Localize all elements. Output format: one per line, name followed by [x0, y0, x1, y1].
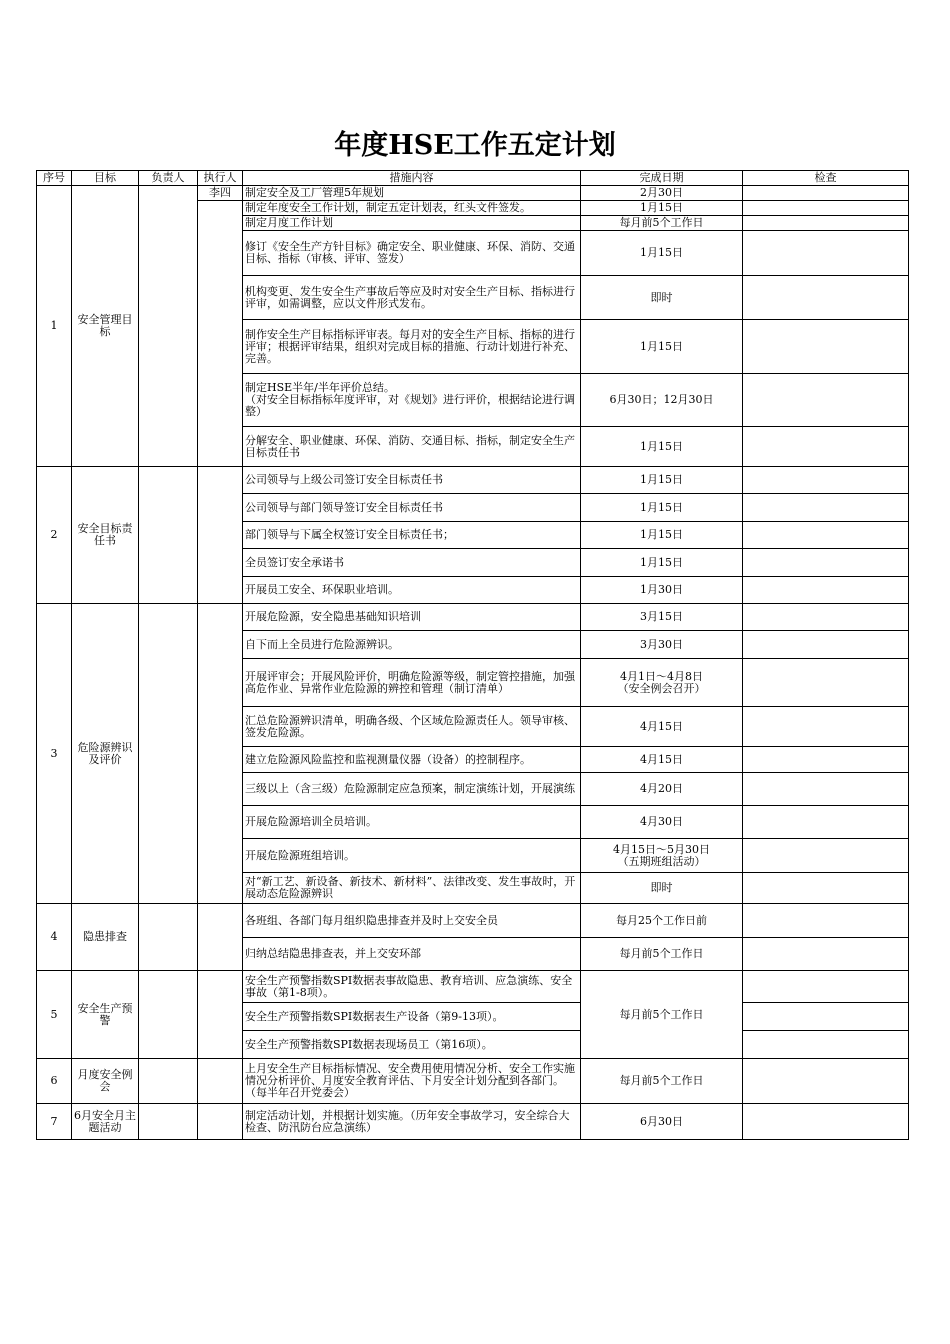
date-cell: 2月30日 [581, 186, 743, 201]
date-cell: 1月15日 [581, 494, 743, 522]
check-cell[interactable] [743, 904, 909, 938]
measure-cell: 安全生产预警指数SPI数据表生产设备（第9-13项）。 [243, 1003, 581, 1031]
check-cell[interactable] [743, 467, 909, 494]
check-cell[interactable] [743, 747, 909, 773]
owner-cell [139, 186, 198, 467]
date-cell: 4月15日 [581, 707, 743, 747]
measure-cell: 开展危险源，安全隐患基础知识培训 [243, 604, 581, 631]
header-date: 完成日期 [581, 171, 743, 186]
goal-cell: 6月安全月主题活动 [72, 1104, 139, 1140]
goal-cell: 隐患排查 [72, 904, 139, 971]
measure-cell: 开展评审会；开展风险评价，明确危险源等级，制定管控措施，加强高危作业、异常作业危险源的辨控和管理（制订清单） [243, 659, 581, 707]
date-cell: 4月20日 [581, 773, 743, 806]
measure-cell: 公司领导与部门领导签订安全目标责任书 [243, 494, 581, 522]
date-cell: 即时 [581, 276, 743, 320]
check-cell[interactable] [743, 1059, 909, 1104]
check-cell[interactable] [743, 276, 909, 320]
measure-cell: 修订《安全生产方针目标》确定安全、职业健康、环保、消防、交通目标、指标（审核、评审、签发） [243, 231, 581, 276]
check-cell[interactable] [743, 494, 909, 522]
date-cell: 每月前5个工作日 [581, 938, 743, 971]
check-cell[interactable] [743, 631, 909, 659]
check-cell[interactable] [743, 873, 909, 904]
measure-cell: 全员签订安全承诺书 [243, 549, 581, 577]
header-measures: 措施内容 [243, 171, 581, 186]
executor-cell: 李四 [198, 186, 243, 201]
plan-row [37, 904, 909, 938]
measure-cell: 安全生产预警指数SPI数据表现场员工（第16项）。 [243, 1031, 581, 1059]
seq-cell: 7 [37, 1104, 72, 1140]
date-cell: 每月前5个工作日 [581, 216, 743, 231]
page-title: 年度HSE工作五定计划 [334, 130, 616, 161]
executor-cell [198, 1104, 243, 1140]
measure-cell: 部门领导与下属全权签订安全目标责任书； [243, 522, 581, 549]
header-row [37, 171, 909, 186]
measure-cell: 安全生产预警指数SPI数据表事故隐患、教育培训、应急演练、安全事故（第1-8项）。 [243, 971, 581, 1003]
measure-cell: 制定安全及工厂管理5年规划 [243, 186, 581, 201]
measure-cell: 开展危险源班组培训。 [243, 839, 581, 873]
seq-cell: 4 [37, 904, 72, 971]
executor-cell [198, 1059, 243, 1104]
seq-cell: 2 [37, 467, 72, 604]
check-cell[interactable] [743, 201, 909, 216]
seq-cell: 3 [37, 604, 72, 904]
executor-cell [198, 201, 243, 467]
owner-cell [139, 604, 198, 904]
goal-cell: 安全生产预警 [72, 971, 139, 1059]
measure-cell: 制作安全生产目标指标评审表。每月对的安全生产目标、指标的进行评审；根据评审结果，组织对完成目标的措施、行动计划进行补充、完善。 [243, 320, 581, 374]
measure-cell: 制定年度安全工作计划，制定五定计划表，红头文件签发。 [243, 201, 581, 216]
owner-cell [139, 467, 198, 604]
goal-cell: 月度安全例会 [72, 1059, 139, 1104]
header-seq: 序号 [37, 171, 72, 186]
date-cell: 每月前5个工作日 [581, 1059, 743, 1104]
date-cell: 1月15日 [581, 320, 743, 374]
check-cell[interactable] [743, 659, 909, 707]
measure-cell: 建立危险源风险监控和监视测量仪器（设备）的控制程序。 [243, 747, 581, 773]
check-cell[interactable] [743, 320, 909, 374]
check-cell[interactable] [743, 577, 909, 604]
date-cell: 1月15日 [581, 549, 743, 577]
measure-cell: 开展员工安全、环保职业培训。 [243, 577, 581, 604]
header-executor: 执行人 [198, 171, 243, 186]
header-owner: 负责人 [139, 171, 198, 186]
check-cell[interactable] [743, 604, 909, 631]
header-goal: 目标 [72, 171, 139, 186]
measure-cell: 对“新工艺、新设备、新技术、新材料”、法律改变、发生事故时，开展动态危险源辨识 [243, 873, 581, 904]
check-cell[interactable] [743, 707, 909, 747]
goal-cell: 危险源辨识及评价 [72, 604, 139, 904]
check-cell[interactable] [743, 374, 909, 427]
measure-cell: 归纳总结隐患排查表，并上交安环部 [243, 938, 581, 971]
owner-cell [139, 1059, 198, 1104]
check-cell[interactable] [743, 839, 909, 873]
check-cell[interactable] [743, 1104, 909, 1140]
date-cell: 1月15日 [581, 231, 743, 276]
plan-row [37, 971, 909, 1003]
plan-body [37, 186, 909, 1140]
measure-cell: 上月安全生产目标指标情况、安全费用使用情况分析、安全工作实施情况分析评价、月度安全教育评估、下月安全计划分配到各部门。（每半年召开党委会） [243, 1059, 581, 1104]
check-cell[interactable] [743, 522, 909, 549]
measure-cell: 机构变更、发生安全生产事故后等应及时对安全生产目标、指标进行评审，如需调整，应以文件形式发布。 [243, 276, 581, 320]
measure-cell: 制定月度工作计划 [243, 216, 581, 231]
check-cell[interactable] [743, 427, 909, 467]
measure-cell: 三级以上（含三级）危险源制定应急预案，制定演练计划，开展演练 [243, 773, 581, 806]
owner-cell [139, 1104, 198, 1140]
plan-row [37, 1104, 909, 1140]
date-cell: 3月15日 [581, 604, 743, 631]
measure-cell: 各班组、各部门每月组织隐患排查并及时上交安全员 [243, 904, 581, 938]
check-cell[interactable] [743, 1003, 909, 1031]
seq-cell: 6 [37, 1059, 72, 1104]
date-cell: 每月25个工作日前 [581, 904, 743, 938]
plan-row [37, 604, 909, 631]
date-cell: 即时 [581, 873, 743, 904]
check-cell[interactable] [743, 231, 909, 276]
plan-row [37, 1059, 909, 1104]
header-check: 检查 [743, 171, 909, 186]
measure-cell: 分解安全、职业健康、环保、消防、交通目标、指标，制定安全生产目标责任书 [243, 427, 581, 467]
check-cell[interactable] [743, 186, 909, 201]
check-cell[interactable] [743, 1031, 909, 1059]
owner-cell [139, 904, 198, 971]
seq-cell: 1 [37, 186, 72, 467]
check-cell[interactable] [743, 971, 909, 1003]
hse-plan-table [36, 170, 909, 1140]
date-cell: 4月1日～4月8日 （安全例会召开） [581, 659, 743, 707]
measure-cell: 公司领导与上级公司签订安全目标责任书 [243, 467, 581, 494]
measure-cell: 自下而上全员进行危险源辨识。 [243, 631, 581, 659]
executor-cell [198, 604, 243, 904]
date-cell: 1月15日 [581, 467, 743, 494]
goal-cell: 安全管理目标 [72, 186, 139, 467]
executor-cell [198, 467, 243, 604]
seq-cell: 5 [37, 971, 72, 1059]
date-cell: 3月30日 [581, 631, 743, 659]
executor-cell [198, 904, 243, 971]
date-cell: 1月15日 [581, 522, 743, 549]
check-cell[interactable] [743, 773, 909, 806]
check-cell[interactable] [743, 806, 909, 839]
date-cell: 6月30日 [581, 1104, 743, 1140]
measure-cell: 开展危险源培训全员培训。 [243, 806, 581, 839]
measure-cell: 汇总危险源辨识清单，明确各级、个区域危险源责任人。领导审核、签发危险源。 [243, 707, 581, 747]
date-cell: 4月15日～5月30日 （五期班组活动） [581, 839, 743, 873]
plan-row [37, 186, 909, 201]
date-cell: 4月30日 [581, 806, 743, 839]
date-cell: 每月前5个工作日 [581, 971, 743, 1059]
date-cell: 1月30日 [581, 577, 743, 604]
check-cell[interactable] [743, 216, 909, 231]
executor-cell [198, 971, 243, 1059]
date-cell: 6月30日；12月30日 [581, 374, 743, 427]
check-cell[interactable] [743, 938, 909, 971]
check-cell[interactable] [743, 549, 909, 577]
date-cell: 1月15日 [581, 427, 743, 467]
owner-cell [139, 971, 198, 1059]
measure-cell: 制定活动计划，并根据计划实施。（历年安全事故学习，安全综合大检查、防汛防台应急演练） [243, 1104, 581, 1140]
goal-cell: 安全目标责任书 [72, 467, 139, 604]
plan-row [37, 467, 909, 494]
date-cell: 4月15日 [581, 747, 743, 773]
date-cell: 1月15日 [581, 201, 743, 216]
measure-cell: 制定HSE半年/半年评价总结。 （对安全目标指标年度评审，对《规划》进行评价，根据结论进行调整） [243, 374, 581, 427]
